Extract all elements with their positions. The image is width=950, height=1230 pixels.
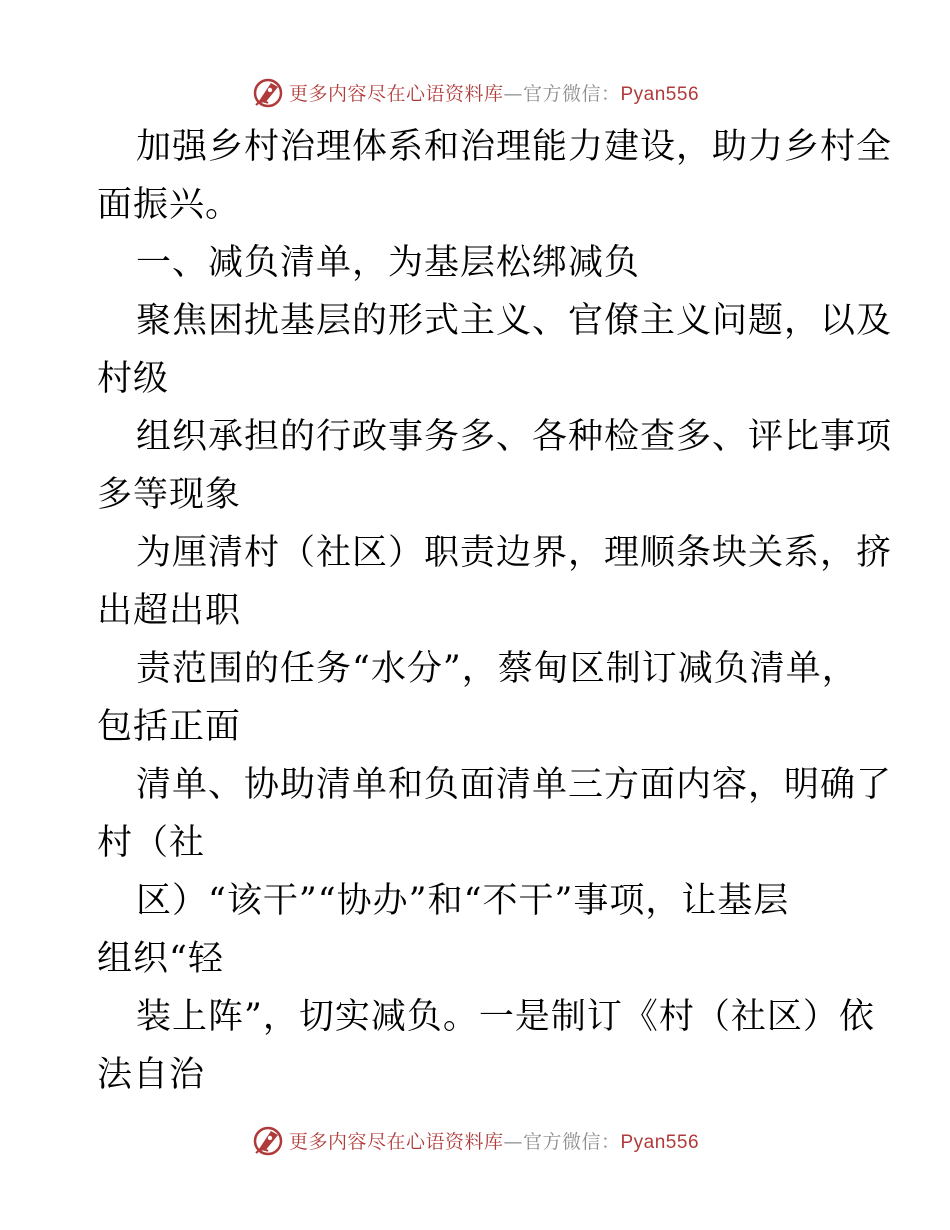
paragraph-line: 区）“该干”“协办”和“不干”事项，让基层	[136, 881, 790, 921]
paragraph-line: 组织承担的行政事务多、各种检查多、评比事项	[136, 417, 893, 457]
pen-nib-icon	[251, 75, 285, 109]
paragraph-line: 包括正面	[97, 707, 242, 747]
paragraph-line: 清单、协助清单和负面清单三方面内容，明确了	[136, 765, 893, 805]
section-heading: 一、减负清单，为基层松绑减负	[136, 243, 641, 283]
paragraph-line: 出超出职	[97, 591, 242, 631]
document-body	[97, 118, 893, 1104]
paragraph-line: 村级	[97, 359, 170, 399]
paragraph-line: 责范围的任务“水分”，蔡甸区制订减负清单，	[136, 649, 858, 689]
paragraph-line: 村（社	[97, 823, 206, 863]
pen-nib-icon	[251, 1123, 285, 1157]
paragraph-line: 为厘清村（社区）职责边界，理顺条块关系，挤	[136, 533, 893, 573]
paragraph-line: 加强乡村治理体系和治理能力建设，助力乡村全	[136, 127, 893, 167]
paragraph-line: 面振兴。	[97, 185, 242, 225]
watermark-separator: —	[503, 1130, 523, 1153]
paragraph-line: 聚焦困扰基层的形式主义、官僚主义问题，以及	[136, 301, 893, 341]
paragraph-line: 多等现象	[97, 475, 242, 515]
paragraph-line: 法自治	[97, 1055, 206, 1095]
paragraph-line: 组织“轻	[97, 939, 224, 979]
footer-watermark	[0, 1120, 950, 1160]
header-watermark	[0, 72, 950, 112]
watermark-sub: 官方微信：	[522, 82, 621, 105]
watermark-id: Pyan556	[620, 83, 700, 105]
paragraph-line: 装上阵”，切实减负。一是制订《村（社区）依	[136, 997, 875, 1037]
watermark-id: Pyan556	[620, 1131, 700, 1153]
watermark-sub: 官方微信：	[522, 1130, 621, 1153]
watermark-main: 更多内容尽在心语资料库	[288, 82, 504, 105]
watermark-text	[289, 1127, 699, 1154]
watermark-main: 更多内容尽在心语资料库	[288, 1130, 504, 1153]
watermark-text	[289, 79, 699, 106]
watermark-separator: —	[503, 82, 523, 105]
